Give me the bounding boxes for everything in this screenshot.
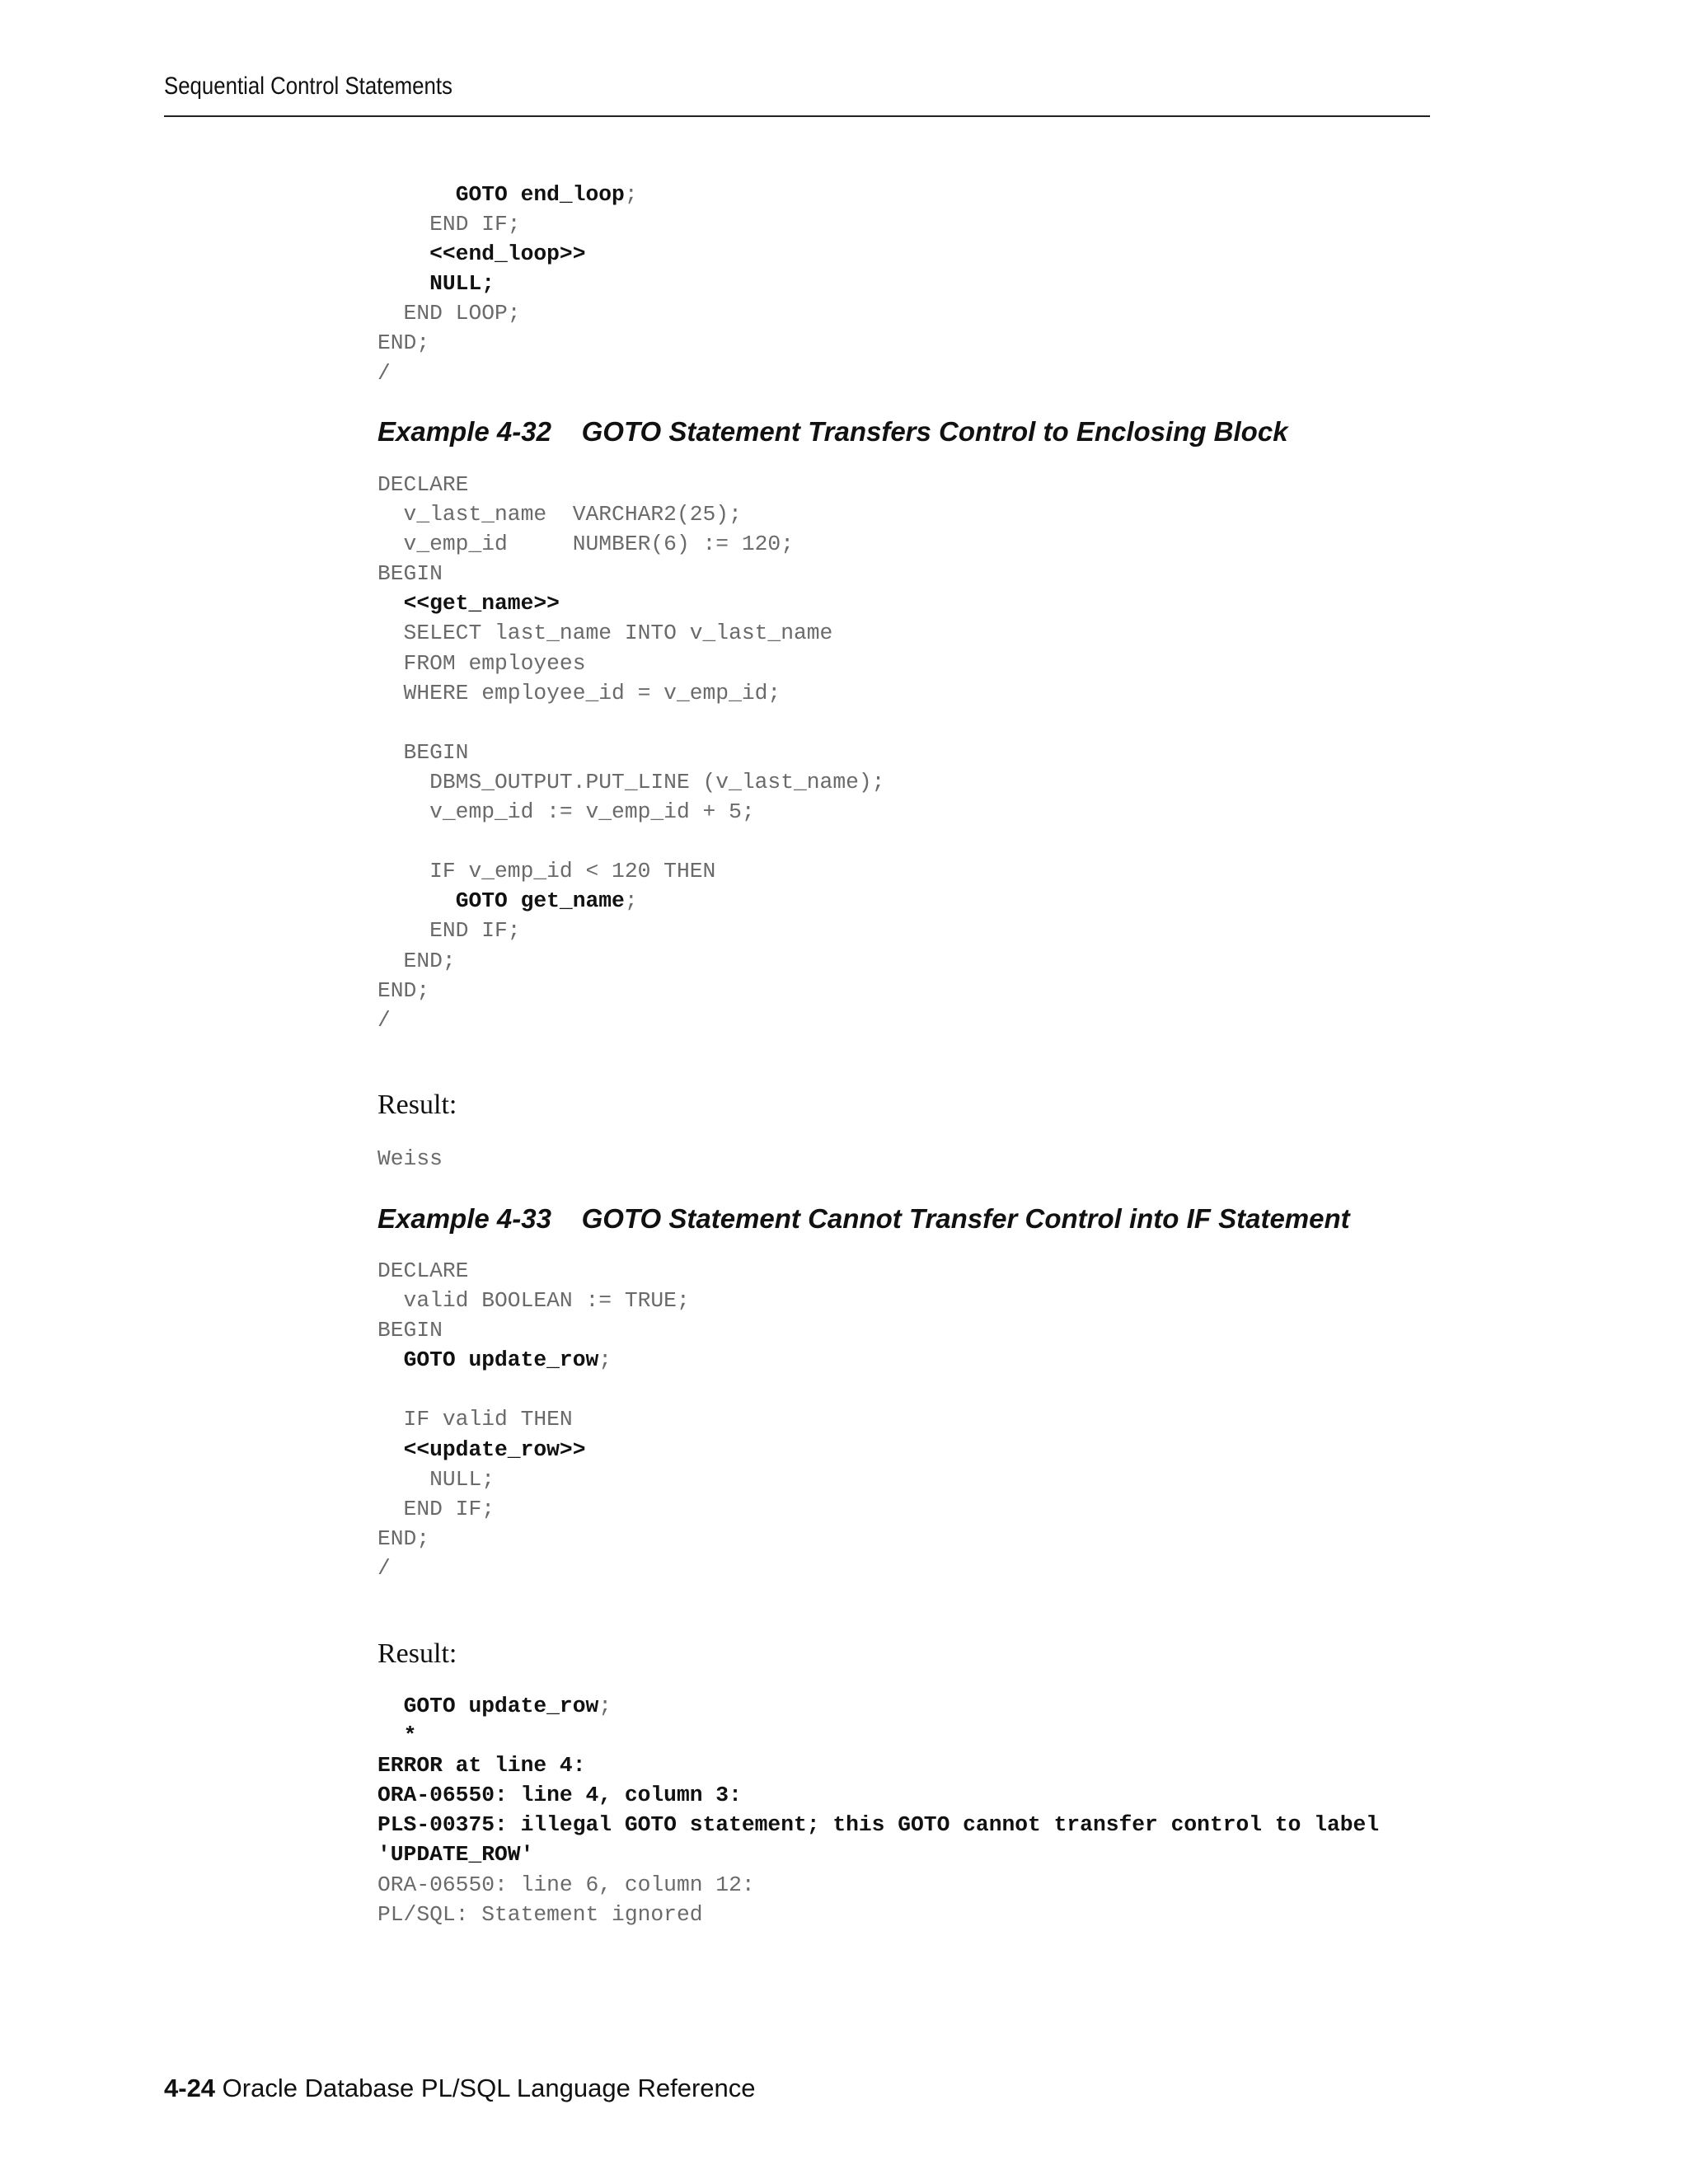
code-line: [377, 532, 794, 556]
code-token: END;: [377, 977, 430, 1003]
result-label: Result:: [377, 1090, 457, 1120]
code-line: [377, 888, 638, 913]
code-line: [377, 182, 638, 207]
code-line: [377, 241, 586, 266]
code-token: SELECT last_name INTO v_last_name: [377, 621, 833, 646]
code-token: WHERE employee_id = v_emp_id;: [377, 680, 781, 705]
code-token: BEGIN: [377, 561, 443, 587]
code-line: [377, 472, 468, 497]
code-line: [377, 1146, 443, 1171]
header-divider: [164, 115, 1430, 117]
code-token-bold: <<end_loop>>: [429, 241, 586, 267]
code-line: [377, 1407, 573, 1432]
example-4-32-result: [377, 1144, 1630, 1174]
code-line: [377, 1288, 690, 1313]
code-line: [377, 1753, 586, 1778]
code-token: END LOOP;: [377, 301, 521, 326]
code-token: [377, 1437, 404, 1462]
code-token-bold: ORA-06550: line 4, column 3:: [377, 1783, 742, 1808]
code-token-bold: 'UPDATE_ROW': [377, 1842, 534, 1868]
code-line: [377, 1723, 416, 1748]
code-listing: [377, 1256, 1630, 1583]
code-token: END;: [377, 330, 430, 356]
example-title: Example 4-32 GOTO Statement Transfers Control to Enclosing Block: [377, 416, 1288, 447]
result-output: [377, 1691, 1630, 1929]
code-token: [377, 1694, 404, 1718]
code-token: FROM employees: [377, 650, 586, 676]
code-token: ;: [624, 182, 638, 207]
example-4-32-code: [377, 470, 1630, 1035]
example-4-33-result: [377, 1691, 1630, 1929]
code-line: [377, 1902, 703, 1927]
code-token: DBMS_OUTPUT.PUT_LINE (v_last_name);: [377, 769, 885, 794]
code-line: [377, 770, 884, 794]
code-token-bold: PLS-00375: illegal GOTO statement; this GOTO cannot transfer control to label: [377, 1812, 1380, 1838]
code-token: ;: [598, 1347, 612, 1373]
code-token: NULL;: [377, 1466, 495, 1492]
code-token-bold: NULL;: [429, 271, 495, 297]
code-line: [377, 591, 560, 616]
code-token: ;: [598, 1694, 612, 1718]
code-token: [377, 271, 429, 296]
code-line: [377, 361, 391, 386]
code-token: DECLARE: [377, 472, 469, 497]
code-token: IF valid THEN: [377, 1407, 573, 1432]
example-title: Example 4-33 GOTO Statement Cannot Transfer Control into IF Statement: [377, 1203, 1350, 1234]
code-token: Weiss: [377, 1146, 443, 1171]
code-line: [377, 1812, 1379, 1837]
code-token: valid BOOLEAN := TRUE;: [377, 1288, 690, 1314]
code-line: [377, 859, 715, 883]
code-token: DECLARE: [377, 1258, 469, 1283]
result-output: [377, 1144, 1630, 1174]
code-token: /: [377, 1007, 391, 1033]
code-token-bold: GOTO update_row: [403, 1694, 599, 1718]
code-line: [377, 1467, 495, 1492]
code-token: BEGIN: [377, 1318, 443, 1343]
result-label: Result:: [377, 1638, 457, 1669]
page-footer: [164, 2074, 756, 2103]
code-token-bold: ERROR at line 4:: [377, 1753, 586, 1779]
code-token: v_emp_id := v_emp_id + 5;: [377, 799, 755, 825]
code-token: IF v_emp_id < 120 THEN: [377, 859, 716, 884]
code-line: [377, 502, 742, 527]
code-line: [377, 949, 456, 973]
example-4-32: [377, 416, 1630, 448]
code-token: ORA-06550: line 6, column 12:: [377, 1872, 755, 1897]
code-line: [377, 1008, 391, 1033]
code-line: [377, 1556, 391, 1581]
code-token: /: [377, 360, 391, 386]
example-4-32-result-label: [377, 1090, 1630, 1121]
code-line: [377, 1783, 742, 1807]
code-line: [377, 1842, 533, 1867]
code-line: [377, 621, 832, 645]
running-header: Sequential Control Statements: [164, 73, 452, 100]
code-token: ;: [624, 888, 638, 914]
code-token-bold: <<get_name>>: [403, 591, 560, 616]
code-line: [377, 651, 586, 676]
code-token: [377, 182, 456, 207]
example-4-33-code: [377, 1256, 1630, 1583]
code-token: END IF;: [377, 918, 521, 944]
code-token: END;: [377, 1526, 430, 1551]
code-token: END IF;: [377, 1496, 495, 1521]
code-listing: [377, 470, 1630, 1035]
code-token: /: [377, 1555, 391, 1581]
code-line: [377, 1497, 495, 1521]
code-listing: [377, 180, 1630, 388]
code-token: BEGIN: [377, 739, 469, 765]
code-line: [377, 1258, 468, 1283]
code-line: [377, 1437, 586, 1462]
code-token-bold: *: [403, 1723, 417, 1749]
code-line: [377, 1694, 612, 1718]
code-line: [377, 681, 781, 705]
book-title: Oracle Database PL/SQL Language Reference: [222, 2074, 756, 2102]
code-line: [377, 799, 755, 824]
code-token: PL/SQL: Statement ignored: [377, 1901, 703, 1927]
code-token: v_last_name VARCHAR2(25);: [377, 502, 742, 527]
code-line: [377, 978, 429, 1003]
code-line: [377, 1526, 429, 1551]
code-line: [377, 561, 443, 586]
code-token: [377, 241, 429, 266]
code-token: [377, 888, 456, 913]
code-token: v_emp_id NUMBER(6) := 120;: [377, 532, 794, 557]
code-token: [377, 1723, 404, 1748]
code-token-bold: <<update_row>>: [403, 1436, 586, 1462]
code-line: [377, 330, 429, 355]
code-line: [377, 740, 468, 765]
code-block-continued: [377, 180, 1630, 388]
code-line: [377, 1347, 612, 1372]
code-token: END IF;: [377, 212, 521, 237]
code-line: [377, 918, 521, 943]
code-token-bold: GOTO end_loop: [455, 182, 625, 207]
code-line: [377, 1872, 755, 1897]
code-token-bold: GOTO update_row: [403, 1347, 599, 1373]
code-line: [377, 1318, 443, 1343]
code-token-bold: GOTO get_name: [455, 888, 625, 914]
code-line: [377, 301, 521, 326]
code-token: END;: [377, 948, 456, 973]
code-line: [377, 271, 495, 296]
example-4-33: [377, 1203, 1630, 1235]
example-4-33-result-label: [377, 1638, 1630, 1670]
code-line: [377, 212, 521, 237]
code-token: [377, 591, 404, 616]
page-number: 4-24: [164, 2074, 216, 2102]
code-token: [377, 1347, 404, 1372]
